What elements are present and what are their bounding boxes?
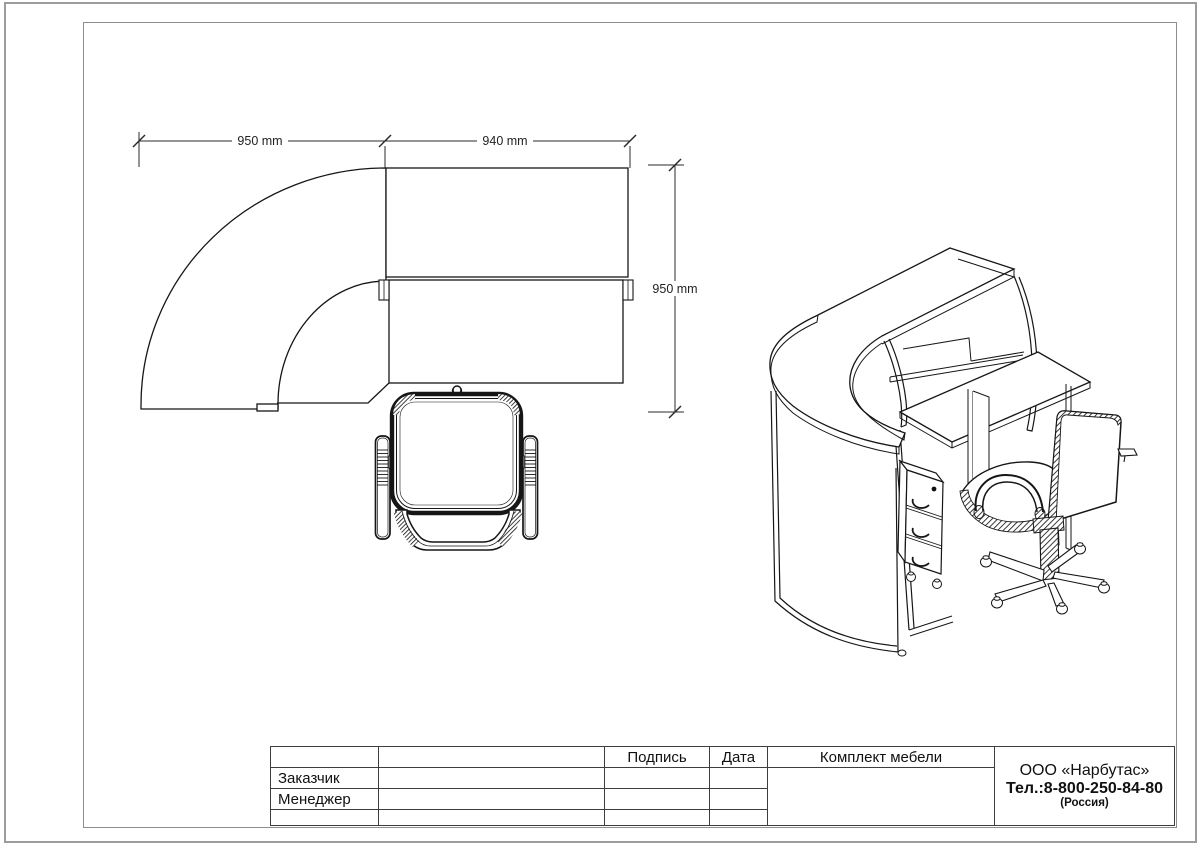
dim-label-950-left: 950 mm <box>237 134 283 148</box>
plan-chair-backrest <box>396 510 520 550</box>
titleblock-customer-label: Заказчик <box>271 767 378 788</box>
titleblock-cell-empty <box>709 809 767 825</box>
company-country: (Россия) <box>1060 796 1109 809</box>
titleblock-cell-empty <box>378 747 604 767</box>
plan-chair <box>376 386 538 550</box>
plan-chair-seat <box>392 394 521 513</box>
titleblock-cell-empty <box>604 788 709 809</box>
titleblock-manager-label: Менеджер <box>271 788 378 809</box>
titleblock-project-title: Комплект мебели <box>767 747 994 767</box>
company-name: ООО «Нарбутас» <box>1019 761 1150 779</box>
plan-desk <box>379 168 633 383</box>
titleblock-cell-empty <box>378 788 604 809</box>
titleblock-set-cell <box>767 767 994 825</box>
titleblock-signature-header: Подпись <box>604 747 709 767</box>
titleblock-cell-empty <box>271 809 378 825</box>
plan-counter-top <box>141 168 389 411</box>
chair-armrest-far <box>1118 449 1137 462</box>
titleblock-date-header: Дата <box>709 747 767 767</box>
company-phone: Тел.:8-800-250-84-80 <box>1005 779 1163 797</box>
dim-label-940: 940 mm <box>482 134 528 148</box>
dim-label-950-right: 950 mm <box>652 282 698 296</box>
titleblock-cell-empty <box>378 767 604 788</box>
titleblock-cell-empty <box>709 767 767 788</box>
isometric-view <box>770 248 1137 656</box>
title-block <box>270 746 1175 826</box>
titleblock-cell-empty <box>709 788 767 809</box>
pedestal-casters <box>907 572 942 589</box>
titleblock-cell-empty <box>378 809 604 825</box>
titleblock-cell-empty <box>604 809 709 825</box>
pedestal-keyhole <box>932 487 937 492</box>
titleblock-cell-empty <box>271 747 378 767</box>
company-info-cell <box>994 747 1174 825</box>
plan-view <box>133 132 702 550</box>
titleblock-cell-empty <box>604 767 709 788</box>
